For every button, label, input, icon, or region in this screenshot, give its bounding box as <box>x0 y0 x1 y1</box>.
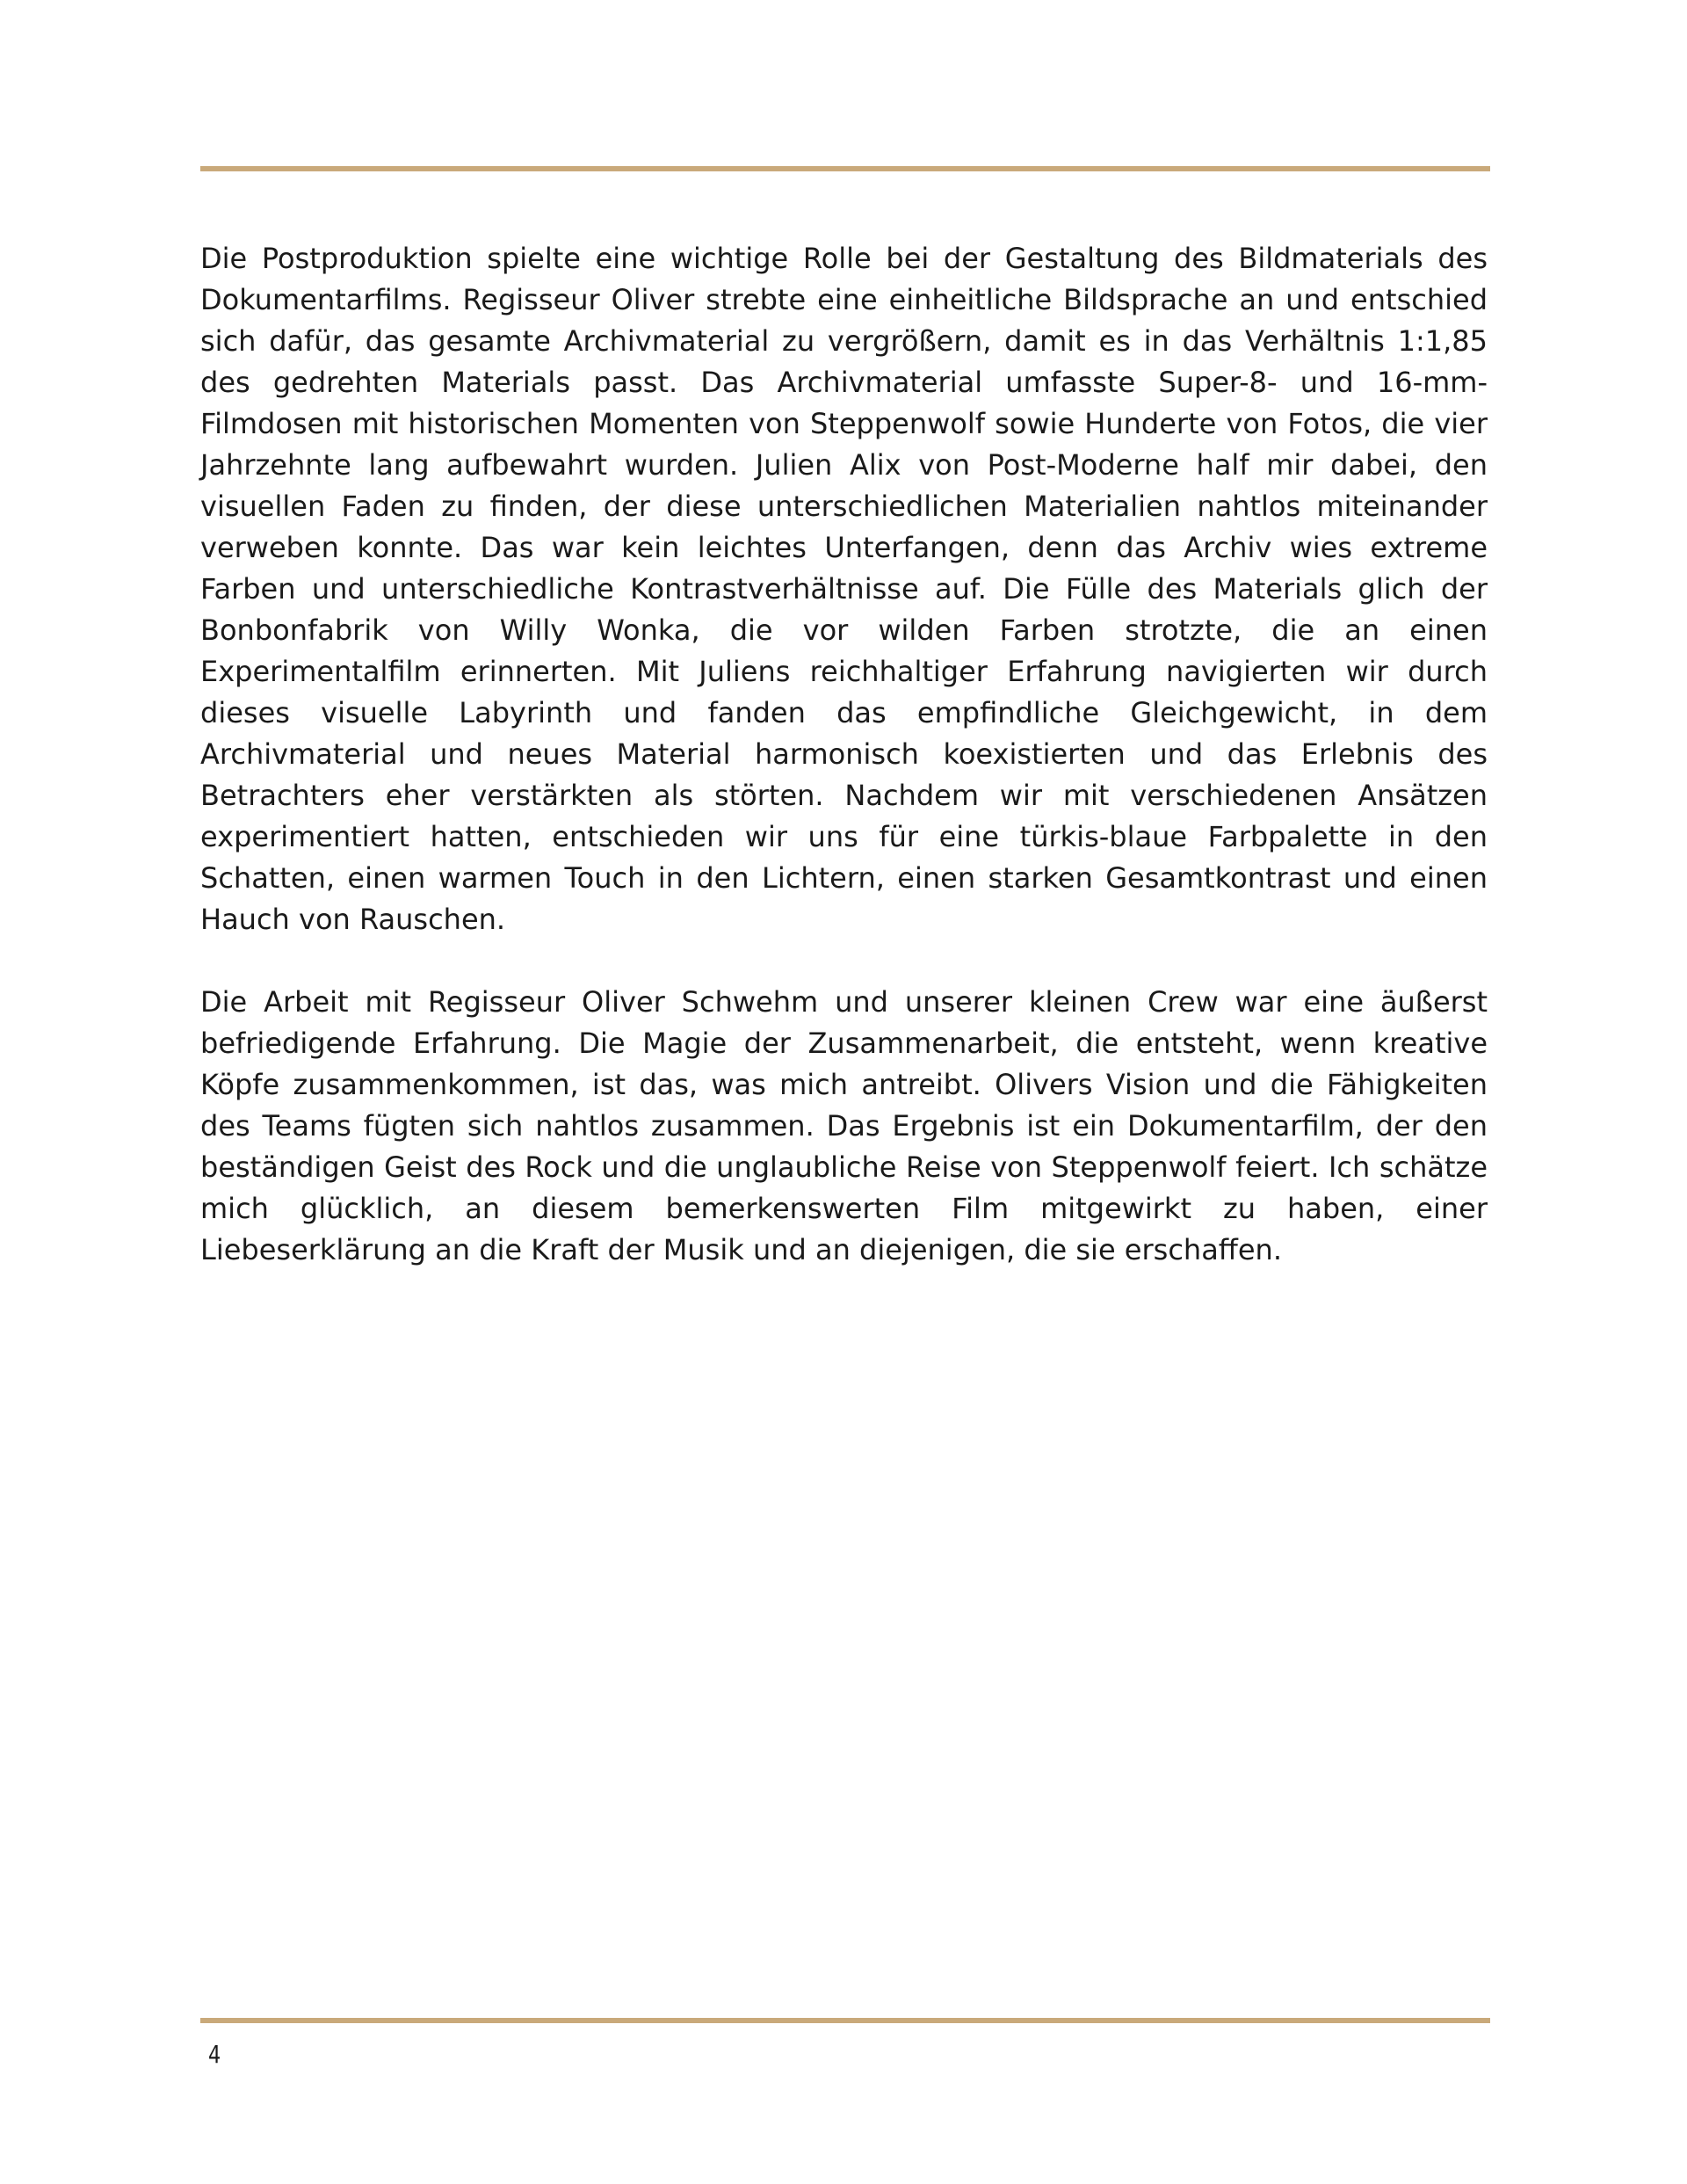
paragraph-postproduction: Die Postproduktion spielte eine wichtige Rolle bei der Gestaltung des Bildmaterials des Dokumentarfilms. Regisseur Oliver strebte eine einheitliche Bildsprache an und entschied sich dafür, das gesamte Archivmaterial zu vergrößern, damit es in das Verhältnis 1:1,85 des gedrehten Materials passt. Das Archivmaterial umfasste Super-8- und 16-mm-Filmdosen mit historischen Momenten von Steppenwolf sowie Hunderte von Fotos, die vier Jahrzehnte lang aufbewahrt wurden. Julien Alix von Post-Moderne half mir dabei, den visuellen Faden zu finden, der diese unterschiedlichen Materialien nahtlos miteinander verweben konnte. Das war kein leichtes Unterfangen, denn das Archiv wies extreme Farben und unterschiedliche Kontrastverhältnisse auf. Die Fülle des Materials glich der Bonbonfabrik von Willy Wonka, die vor wilden Farben strotzte, die an einen Experimentalfilm erinnerten. Mit Juliens reichhaltiger Erfahrung navigierten wir durch dieses visuelle Labyrinth und fanden das empfindliche Gleichgewicht, in dem Archivmaterial und neues Material harmonisch koexistierten und das Erlebnis des Betrachters eher verstärkten als störten. Nachdem wir mit verschiedenen Ansätzen experimentiert hatten, entschieden wir uns für eine türkis-blaue Farbpalette in den Schatten, einen warmen Touch in den Lichtern, einen starken Gesamtkontrast und einen Hauch von Rauschen. <box>200 242 1488 936</box>
page-content <box>200 238 1488 1312</box>
paragraph-collaboration: Die Arbeit mit Regisseur Oliver Schwehm und unserer kleinen Crew war eine äußerst befriedigende Erfahrung. Die Magie der Zusammenarbeit, die entsteht, wenn kreative Köpfe zusammenkommen, ist das, was mich antreibt. Olivers Vision und die Fähigkeiten des Teams fügten sich nahtlos zusammen. Das Ergebnis ist ein Dokumentarfilm, der den beständigen Geist des Rock und die unglaubliche Reise von Steppenwolf feiert. Ich schätze mich glücklich, an diesem bemerkenswerten Film mitgewirkt zu haben, einer Liebeserklärung an die Kraft der Musik und an diejenigen, die sie erschaffen. <box>200 985 1488 1266</box>
header-divider <box>200 166 1490 171</box>
footer-divider <box>200 2018 1490 2023</box>
page-number: 4 <box>208 2040 221 2069</box>
